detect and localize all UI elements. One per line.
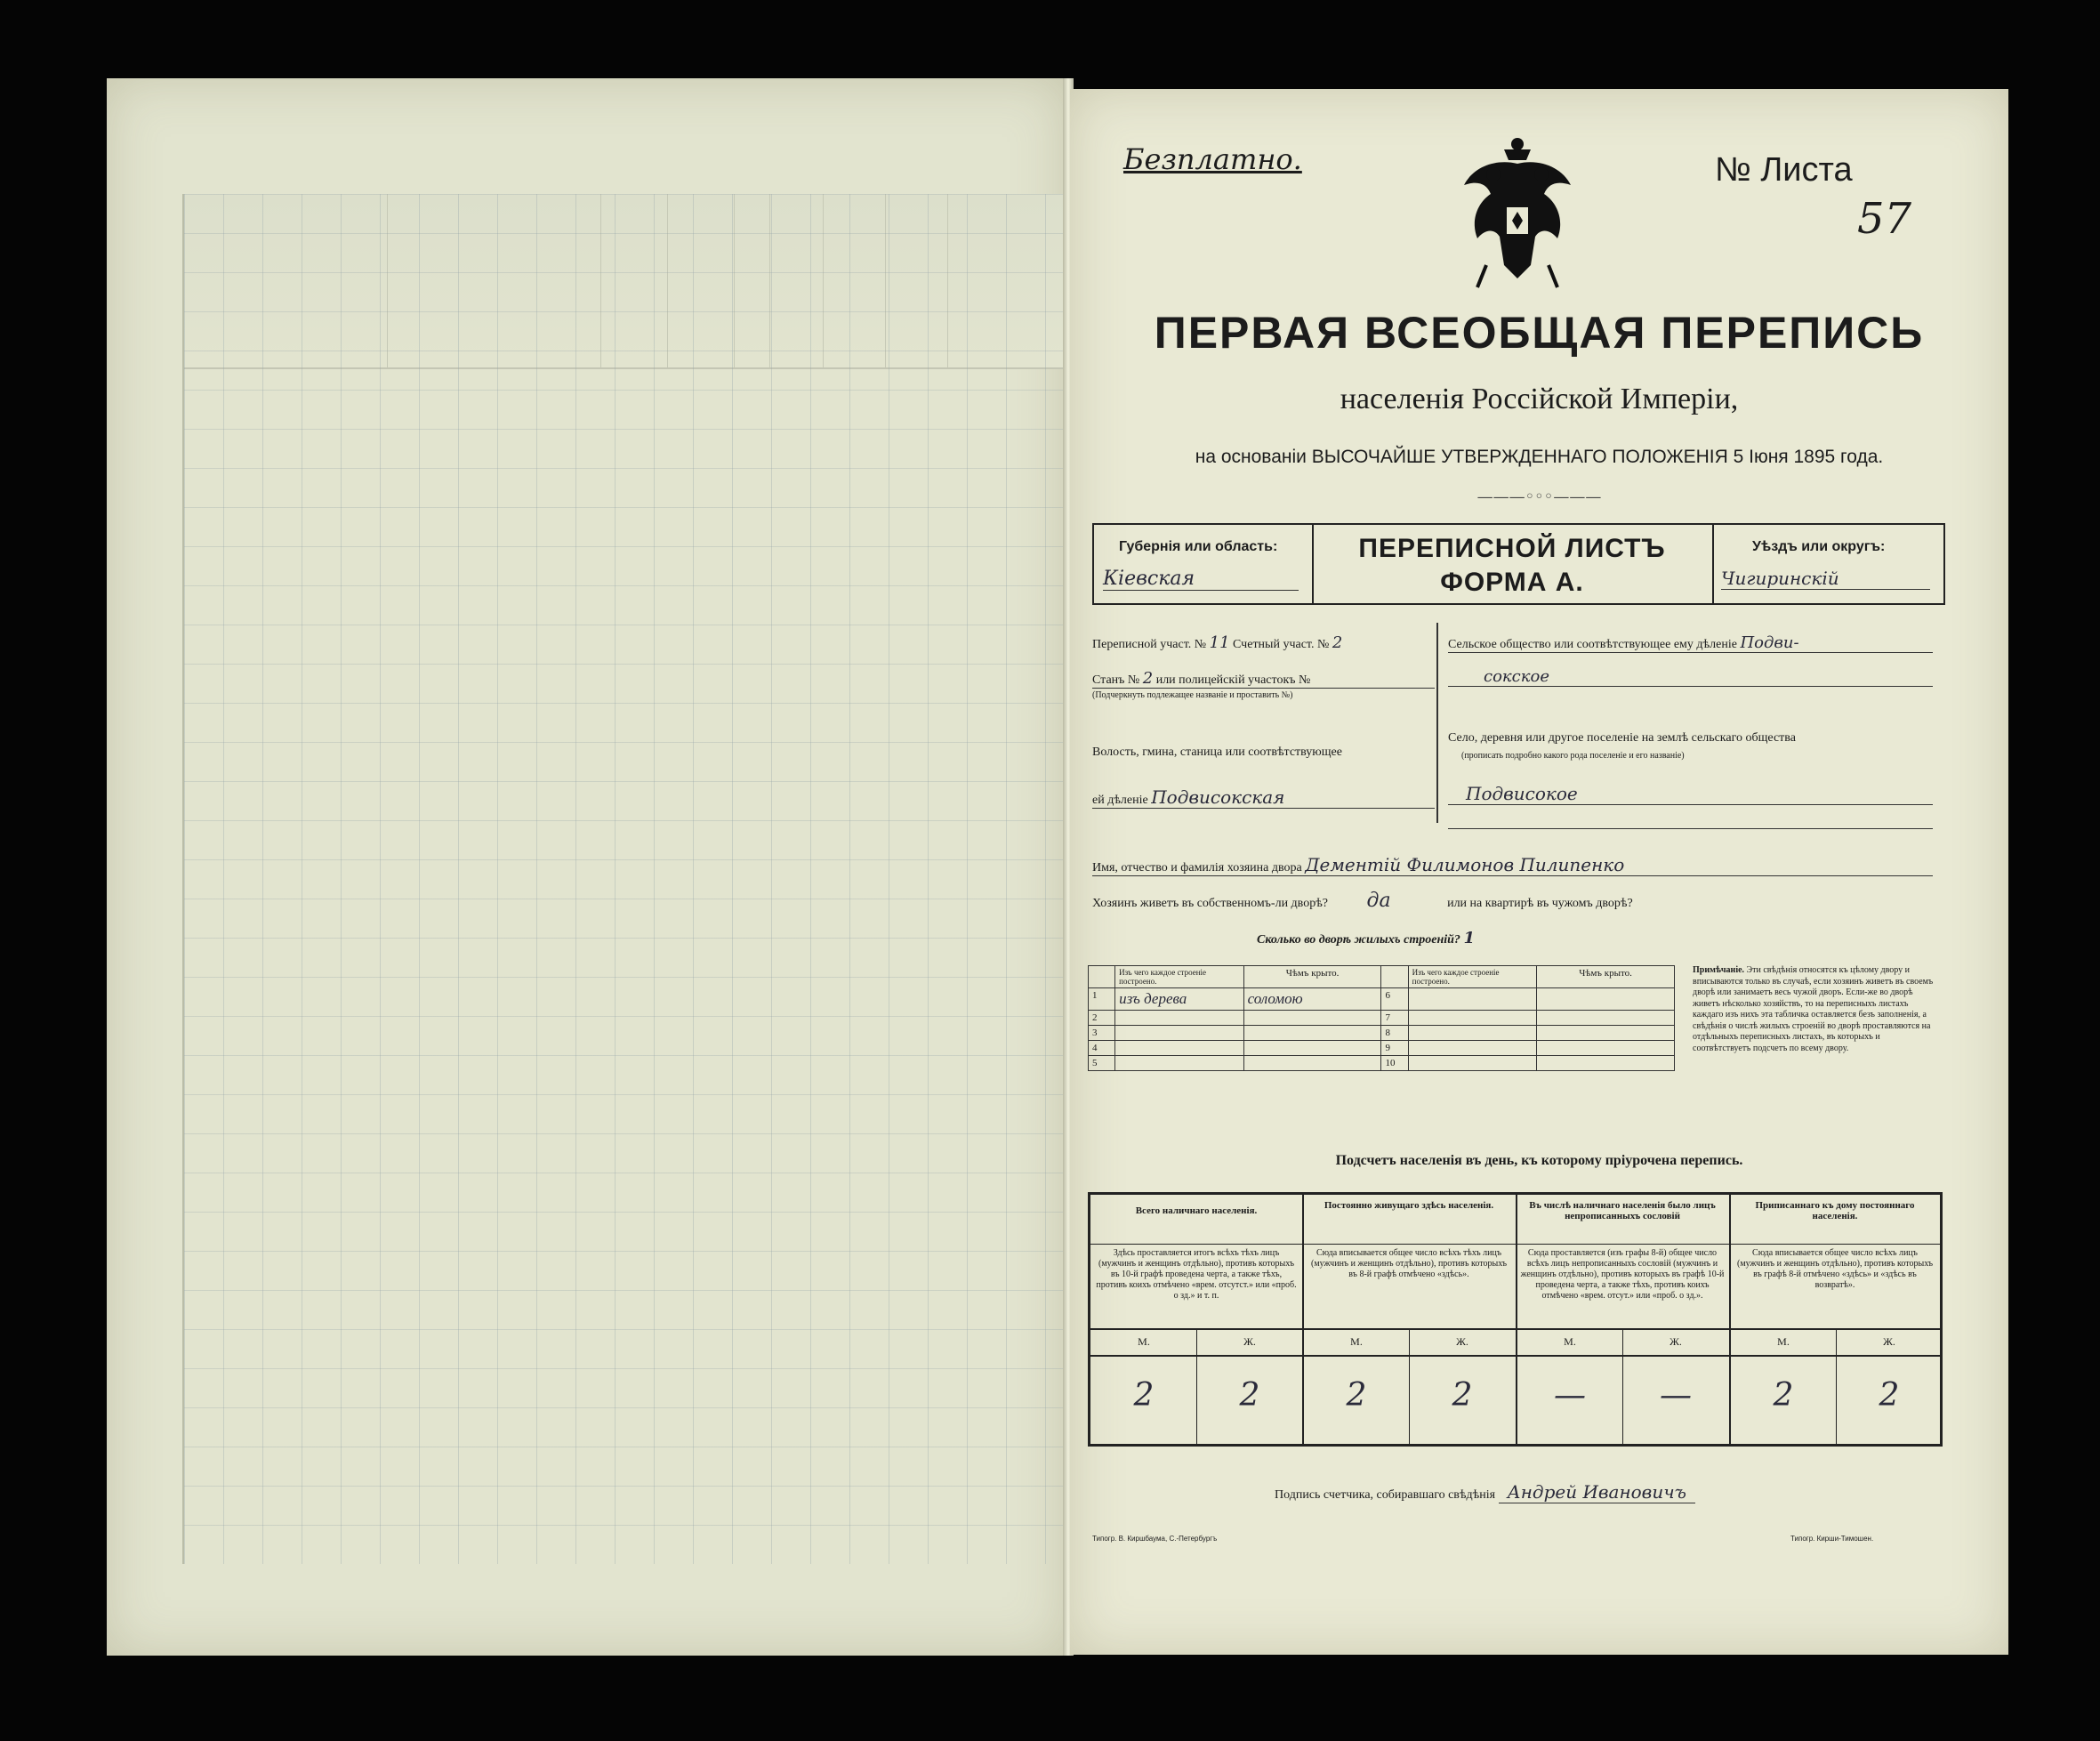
summary-col1-head: Всего наличнаго населенія. — [1135, 1205, 1258, 1216]
volost-row: ей дѣленіе Подвисокская — [1092, 786, 1435, 809]
summary-col4-head: Приписаннаго къ дому постояннаго населенія. — [1755, 1200, 1915, 1221]
buildings-col-material-2: Изъ чего каждое строеніе построено. — [1408, 966, 1536, 988]
lives-row: Хозяинъ живетъ въ собственномъ-ли дворѣ? да или на квартирѣ въ чужомъ дворѣ? — [1092, 890, 1633, 912]
summary-value: 2 — [1239, 1377, 1260, 1414]
summary-heading: Подсчетъ населенія въ день, къ которому пріурочена перепись. — [1335, 1153, 1743, 1168]
owner-row: Имя, отчество и фамилія хозяина двора Дементій Филимонов Пилипенко — [1092, 854, 1933, 876]
buildings-col-material: Изъ чего каждое строеніе построено. — [1115, 966, 1243, 988]
village-value: Подвисокое — [1448, 783, 1933, 805]
province-value: Кiевская — [1103, 568, 1299, 591]
form-title: ПЕРВАЯ ВСЕОБЩАЯ ПЕРЕПИСЬ — [1154, 308, 1925, 358]
summary-value: 2 — [1452, 1377, 1473, 1414]
province-label: Губернія или область: — [1119, 539, 1278, 554]
summary-value: 2 — [1346, 1377, 1367, 1414]
summary-col1-desc: Здѣсь проставляется итогъ всѣхъ тѣхъ лицъ (мужчинъ и женщинъ отдѣльно), противъ которыхъ въ 10-й графѣ проведена черта, а также тѣхъ, противъ коихъ отмѣчено «врем. отсутст.» или «проб. о зд.» и т. п. — [1096, 1248, 1297, 1301]
free-label: Безплатно. — [1123, 142, 1302, 176]
f-label: Ж. — [1456, 1335, 1468, 1348]
summary-value: 2 — [1773, 1377, 1794, 1414]
summary-col2-head: Постоянно живущаго здѣсь населенія. — [1324, 1200, 1494, 1211]
buildings-row: Сколько во дворѣ жилыхъ строеній? 1 — [1257, 929, 1475, 947]
rural-society-row: Сельское общество или соотвѣтствующее ему дѣленіе Подви- — [1448, 633, 1933, 653]
f-label: Ж. — [1670, 1335, 1682, 1348]
strike-note: (Подчеркнуть подлежащее названіе и проставить №) — [1092, 690, 1293, 700]
f-label: Ж. — [1243, 1335, 1256, 1348]
form-subtitle: населенія Россійской Имперіи, — [1340, 383, 1739, 415]
table-row: 1 изъ дерева соломою 6 — [1089, 988, 1675, 1011]
summary-col3-head: Въ числѣ наличнаго населенія было лицъ непрописанныхъ сословій — [1529, 1200, 1716, 1221]
buildings-col-roof: Чѣмъ крыто. — [1243, 966, 1381, 988]
table-row: 2 7 — [1089, 1011, 1675, 1026]
population-summary-table — [1088, 1192, 1943, 1447]
volost-label: Волость, гмина, станица или соотвѣтствующее — [1092, 746, 1342, 759]
form-name-line2: ФОРМА А. — [1440, 568, 1584, 597]
table-row: 4 9 — [1089, 1041, 1675, 1056]
fields-divider — [1436, 623, 1438, 823]
m-label: М. — [1350, 1335, 1363, 1348]
m-label: М. — [1138, 1335, 1150, 1348]
table-row: 3 8 — [1089, 1026, 1675, 1041]
summary-value: — — [1660, 1377, 1692, 1414]
village-extra-line — [1448, 827, 1933, 829]
sheet-number-label: № Листа — [1715, 151, 1853, 189]
form-header-box — [1092, 523, 1945, 605]
summary-value: 2 — [1133, 1377, 1155, 1414]
m-label: М. — [1777, 1335, 1790, 1348]
sheet-number-handwritten: 57 — [1857, 194, 1912, 244]
census-form-page — [1070, 89, 2008, 1655]
summary-col2-desc: Сюда вписывается общее число всѣхъ тѣхъ лицъ (мужчинъ и женщинъ отдѣльно), противъ которыхъ въ 8-й графѣ отмѣчено «здѣсь». — [1311, 1248, 1507, 1279]
f-label: Ж. — [1883, 1335, 1895, 1348]
summary-value: — — [1554, 1377, 1586, 1414]
village-note: (прописать подробно какого рода поселеніе и его названіе) — [1461, 751, 1685, 761]
signature-row: Подпись счетчика, собиравшаго свѣдѣнія Андрей Ивановичъ — [1275, 1481, 1695, 1503]
summary-col3-desc: Сюда проставляется (изъ графы 8-й) общее число всѣхъ лицъ непрописанныхъ сословій (мужчинъ и женщинъ отдѣльно), противъ которыхъ въ графѣ 10-й проведена черта, а также тѣхъ, противъ коихъ отмѣчено «врем. отсут.» или «проб. о зд.». — [1520, 1248, 1725, 1301]
double-headed-eagle-icon — [1451, 132, 1584, 292]
form-name-line1: ПЕРЕПИСНОЙ ЛИСТЪ — [1358, 534, 1666, 563]
table-row: 5 10 — [1089, 1056, 1675, 1071]
summary-value: 2 — [1879, 1377, 1900, 1414]
printer-right: Типогр. Кирши-Тимошен. — [1790, 1535, 1874, 1543]
rural-society-value: сокское — [1448, 667, 1933, 687]
left-page — [107, 78, 1066, 1656]
m-label: М. — [1564, 1335, 1576, 1348]
village-label: Село, деревня или другое поселеніе на землѣ сельскаго общества — [1448, 731, 1796, 745]
buildings-table — [1088, 965, 1675, 1071]
printer-left: Типогр. В. Киршбаума, С.-Петербургъ — [1092, 1535, 1218, 1543]
ledger-grid — [182, 194, 1065, 1564]
census-precinct-row: Переписной участ. № 11 Счетный участ. № 2 — [1092, 633, 1343, 652]
district-value: Чигиринскій — [1721, 568, 1930, 590]
ornament-divider: ———◦◦◦——— — [1476, 488, 1602, 506]
district-label: Уѣздъ или округъ: — [1752, 539, 1886, 554]
buildings-col-roof-2: Чѣмъ крыто. — [1537, 966, 1675, 988]
summary-col4-desc: Сюда вписывается общее число всѣхъ лицъ (мужчинъ и женщинъ отдѣльно), противъ которыхъ въ графѣ 8-й отмѣчено «здѣсь» и «здѣсь въ возвратѣ». — [1737, 1248, 1933, 1290]
stan-row: Станъ № 2 или полицейскій участокъ № — [1092, 669, 1435, 689]
buildings-note: Примѣчаніе. Эти свѣдѣнія относятся къ цѣлому двору и вписываются только въ случаѣ, если хозяинъ живетъ въ своемъ дворѣ или занимаетъ весь чужой дворъ. Если-же во дворѣ живетъ нѣсколько хозяйствъ, то на переписныхъ листахъ каждаго изъ нихъ эта табличка оставляется безъ заполненія, а свѣдѣнія о числѣ жилыхъ строеній во дворѣ проставляются на отдѣльныхъ переписныхъ листахъ, въ которыхъ и соотвѣтствуетъ подсчетъ по всему двору. — [1693, 965, 1934, 1053]
decree-line: на основаніи ВЫСОЧАЙШЕ УТВЕРЖДЕННАГО ПОЛОЖЕНІЯ 5 Іюня 1895 года. — [1195, 447, 1884, 467]
